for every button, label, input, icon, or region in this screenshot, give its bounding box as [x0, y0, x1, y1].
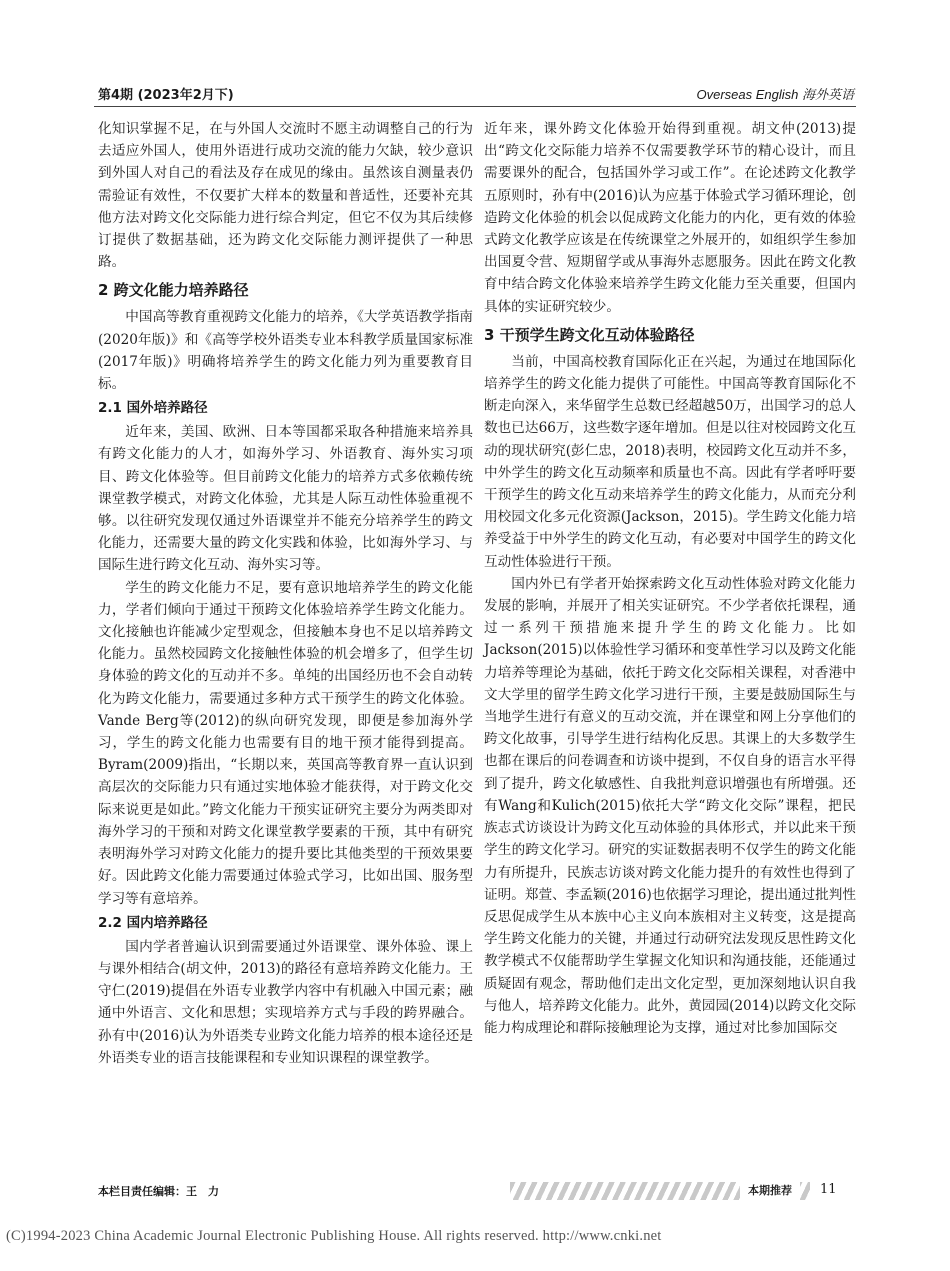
paragraph-2-2-continued: 近年来，课外跨文化体验开始得到重视。胡文仲(2013)提出“跨文化交际能力培养不仅需要教学环节的精心设计，而且需要课外的配合，包括国外学习或工作”。在论述跨文化教学五原则时，孙有中(2016)认为应基于体验式学习循环理论，创造跨文化体验的机会以促成跨文化能力的内化，更有效的体验式跨文化教学应该是在传统课堂之外展开的，如组织学生参加出国夏令营、短期留学或从事海外志愿服务。因此在跨文化教育中结合跨文化体验来培养学生跨文化能力至关重要，但国内具体的实证研究较少。: [484, 121, 856, 315]
column-editor: 本栏目责任编辑：王 力: [98, 1185, 219, 1198]
left-column: [98, 118, 473, 1069]
paragraph-3-a: 当前，中国高校教育国际化正在兴起，为通过在地国际化培养学生的跨文化能力提供了可能性。中国高等教育国际化不断走向深入，来华留学生总数已经超越50万，出国学习的总人数也已达66万，这些数字逐年增加。但是以往对校园跨文化互动的现状研究(彭仁忠，2018)表明，校园跨文化互动并不多，中外学生的跨文化互动频率和质量也不高。因此有学者呼吁要干预学生的跨文化互动来培养学生的跨文化能力，从而充分利用校园文化多元化资源(Jackson，2015)。学生跨文化能力培养受益于中外学生的跨文化互动，有必要对中国学生的跨文化互动性体验进行干预。: [484, 353, 856, 570]
paragraph-section-2: 中国高等教育重视跨文化能力的培养，《大学英语教学指南(2020年版)》和《高等学校外语类专业本科教学质量国家标准(2017年版)》明确将培养学生的跨文化能力列为重要教育目标。: [98, 309, 473, 393]
paragraph-2-1-b: 学生的跨文化能力不足，要有意识地培养学生的跨文化能力，学者们倾向于通过干预跨文化体验培养学生跨文化能力。文化接触也许能减少定型观念，但接触本身也不足以培养跨文化能力。虽然校园跨文化接触性体验的机会增多了，但学生切身体验的跨文化的互动并不多。单纯的出国经历也不会自动转化为跨文化能力，需要通过多种方式干预学生的跨文化体验。Vande Berg等(2012)的纵向研究发现，即便是参加海外学习，学生的跨文化能力也需要有目的地干预才能得到提高。Byram(2009)指出，“长期以来，英国高等教育界一直认识到高层次的交际能力只有通过实地体验才能获得，对于跨文化交际来说更是如此。”跨文化能力干预实证研究主要分为两类即对海外学习的干预和对跨文化课堂教学要素的干预，其中有研究表明海外学习对跨文化能力的提升要比其他类型的干预效果要好。因此跨文化能力需要通过体验式学习，比如出国、服务型学习等有意培养。: [98, 579, 473, 907]
paragraph-3-b: 国内外已有学者开始探索跨文化互动性体验对跨文化能力发展的影响，并展开了相关实证研究。不少学者依托课程，通过一系列干预措施来提升学生的跨文化能力。比如Jackson(2015)以体验性学习循环和变革性学习以及跨文化能力培养等理论为基础，依托于跨文化交际相关课程，对香港中文大学里的留学生跨文化学习进行干预，主要是鼓励国际生与当地学生进行有意义的互动交流，并在课堂和网上分享他们的跨文化故事，引导学生进行结构化反思。其课上的大多数学生也都在课后的问卷调查和访谈中提到，不仅自身的语言水平得到了提升，跨文化敏感性、自我批判意识增强也有所增强。还有Wang和Kulich(2015)依托大学“跨文化交际”课程，把民族志式访谈设计为跨文化互动体验的具体形式，并以此来干预学生的跨文化学习。研究的实证数据表明不仅学生的跨文化能力有所提升，民族志访谈对跨文化能力提升的有效性也得到了证明。郑萱、李孟颖(2016)也依据学习理论，提出通过批判性反思促成学生从本族中心主义向本族相对主义转变，这是提高学生跨文化能力的关键，并通过行动研究法发现反思性跨文化教学模式不仅能帮助学生掌握文化知识和沟通技能，还能通过质疑固有观念，帮助他们走出文化定型，更加深刻地认识自我与他人，培养跨文化能力。此外，黄园园(2014)以跨文化交际能力构成理论和群际接触理论为支撑，通过对比参加国际交: [484, 575, 856, 1036]
page-number: 11: [820, 1182, 837, 1197]
header-rule: [94, 106, 856, 107]
subsection-heading-2-2: 2.2 国内培养路径: [98, 914, 208, 931]
paragraph-2-2: 国内学者普遍认识到需要通过外语课堂、课外体验、课上与课外相结合(胡文仲，2013)的路径有意培养跨文化能力。王守仁(2019)提倡在外语专业教学内容中有机融入中国元素；融通中外语言、文化和思想；实现培养方式与手段的跨界融合。孙有中(2016)认为外语类专业跨文化能力培养的根本途径还是外语类专业的语言技能课程和专业知识课程的课堂教学。: [98, 938, 473, 1066]
section-heading-2: 2 跨文化能力培养路径: [98, 281, 249, 300]
right-column: [484, 118, 856, 1039]
footer-stripe-band: [510, 1182, 810, 1200]
copyright-line: (C)1994-2023 China Academic Journal Electronic Publishing House. All rights reserved. http://www.cnki.net: [6, 1228, 662, 1244]
issue-label: 第4期 (2023年2月下): [98, 88, 234, 103]
section-heading-3: 3 干预学生跨文化互动体验路径: [484, 325, 695, 344]
paragraph-2-1-a: 近年来，美国、欧洲、日本等国都采取各种措施来培养具有跨文化能力的人才，如海外学习、外语教育、海外实习项目、跨文化体验等。但目前跨文化能力的培养方式多依赖传统课堂教学模式，对跨文化体验，尤其是人际互动性体验重视不够。以往研究发现仅通过外语课堂并不能充分培养学生的跨文化能力，还需要大量的跨文化实践和体验，比如海外学习、与国际生进行跨文化互动、海外实习等。: [98, 424, 473, 574]
subsection-heading-2-1: 2.1 国外培养路径: [98, 400, 208, 417]
paragraph-intro-continued: 化知识掌握不足，在与外国人交流时不愿主动调整自己的行为去适应外国人，使用外语进行成功交流的能力欠缺，较少意识到外国人对自己的看法及存在成见的缘由。虽然该自测量表仍需验证有效性，不仅要扩大样本的数量和普适性，还要补充其他方法对跨文化交际能力进行综合判定，但它不仅为其后续修订提供了数据基础，还为跨文化交际能力测评提供了一种思路。: [98, 121, 473, 271]
featured-tag: 本期推荐: [740, 1182, 800, 1200]
journal-title: Overseas English 海外英语: [696, 87, 854, 102]
